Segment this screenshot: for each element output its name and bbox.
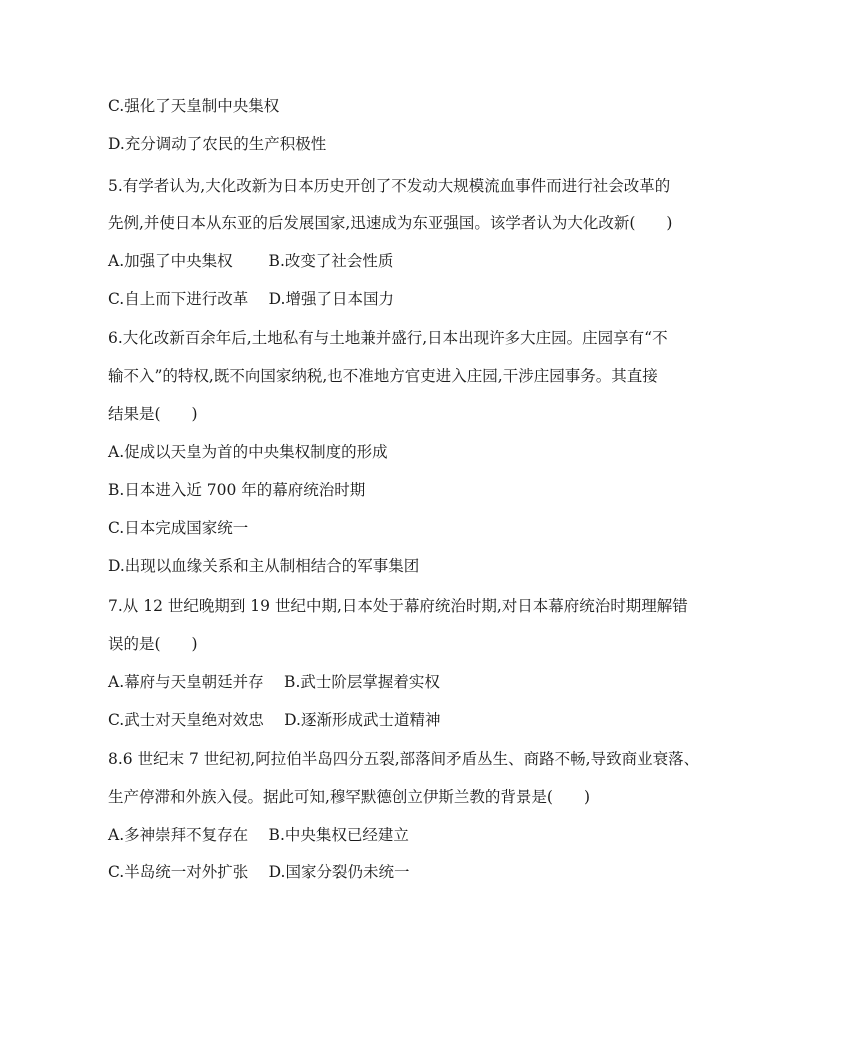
q6-stem-line-1: 6.大化改新百余年后,土地私有与土地兼并盛行,日本出现许多大庄园。庄园享有“不 (108, 329, 668, 347)
q4-option-d: D.充分调动了农民的生产积极性 (108, 135, 327, 153)
q6-option-a: A.促成以天皇为首的中央集权制度的形成 (108, 443, 388, 461)
q6-stem-line-2: 输不入”的特权,既不向国家纳税,也不准地方官吏进入庄园,干涉庄园事务。其直接 (108, 367, 658, 385)
q7-options-cd: C.武士对天皇绝对效忠 D.逐渐形成武士道精神 (108, 711, 441, 729)
q7-options-ab: A.幕府与天皇朝廷并存 B.武士阶层掌握着实权 (108, 673, 440, 691)
q6-option-d: D.出现以血缘关系和主从制相结合的军事集团 (108, 557, 420, 575)
q6-option-c: C.日本完成国家统一 (108, 519, 249, 537)
q5-options-cd: C.自上而下进行改革 D.增强了日本国力 (108, 290, 394, 308)
q5-stem-line-1: 5.有学者认为,大化改新为日本历史开创了不发动大规模流血事件而进行社会改革的 (108, 177, 671, 195)
q6-option-b: B.日本进入近 700 年的幕府统治时期 (108, 481, 366, 499)
q5-stem-line-2: 先例,并使日本从东亚的后发展国家,迅速成为东亚强国。该学者认为大化改新( ) (108, 214, 673, 232)
q8-stem-line-2: 生产停滞和外族入侵。据此可知,穆罕默德创立伊斯兰教的背景是( ) (108, 788, 591, 806)
q7-stem-line-2: 误的是( ) (108, 635, 198, 653)
q8-options-cd: C.半岛统一对外扩张 D.国家分裂仍未统一 (108, 863, 410, 881)
q4-option-c: C.强化了天皇制中央集权 (108, 97, 280, 115)
q7-stem-line-1: 7.从 12 世纪晚期到 19 世纪中期,日本处于幕府统治时期,对日本幕府统治时期理解错 (108, 597, 688, 615)
q6-stem-line-3: 结果是( ) (108, 405, 198, 423)
q5-options-ab: A.加强了中央集权 B.改变了社会性质 (108, 252, 394, 270)
q8-options-ab: A.多神崇拜不复存在 B.中央集权已经建立 (108, 826, 409, 844)
q8-stem-line-1: 8.6 世纪末 7 世纪初,阿拉伯半岛四分五裂,部落间矛盾丛生、商路不畅,导致商业衰落、 (108, 750, 700, 768)
